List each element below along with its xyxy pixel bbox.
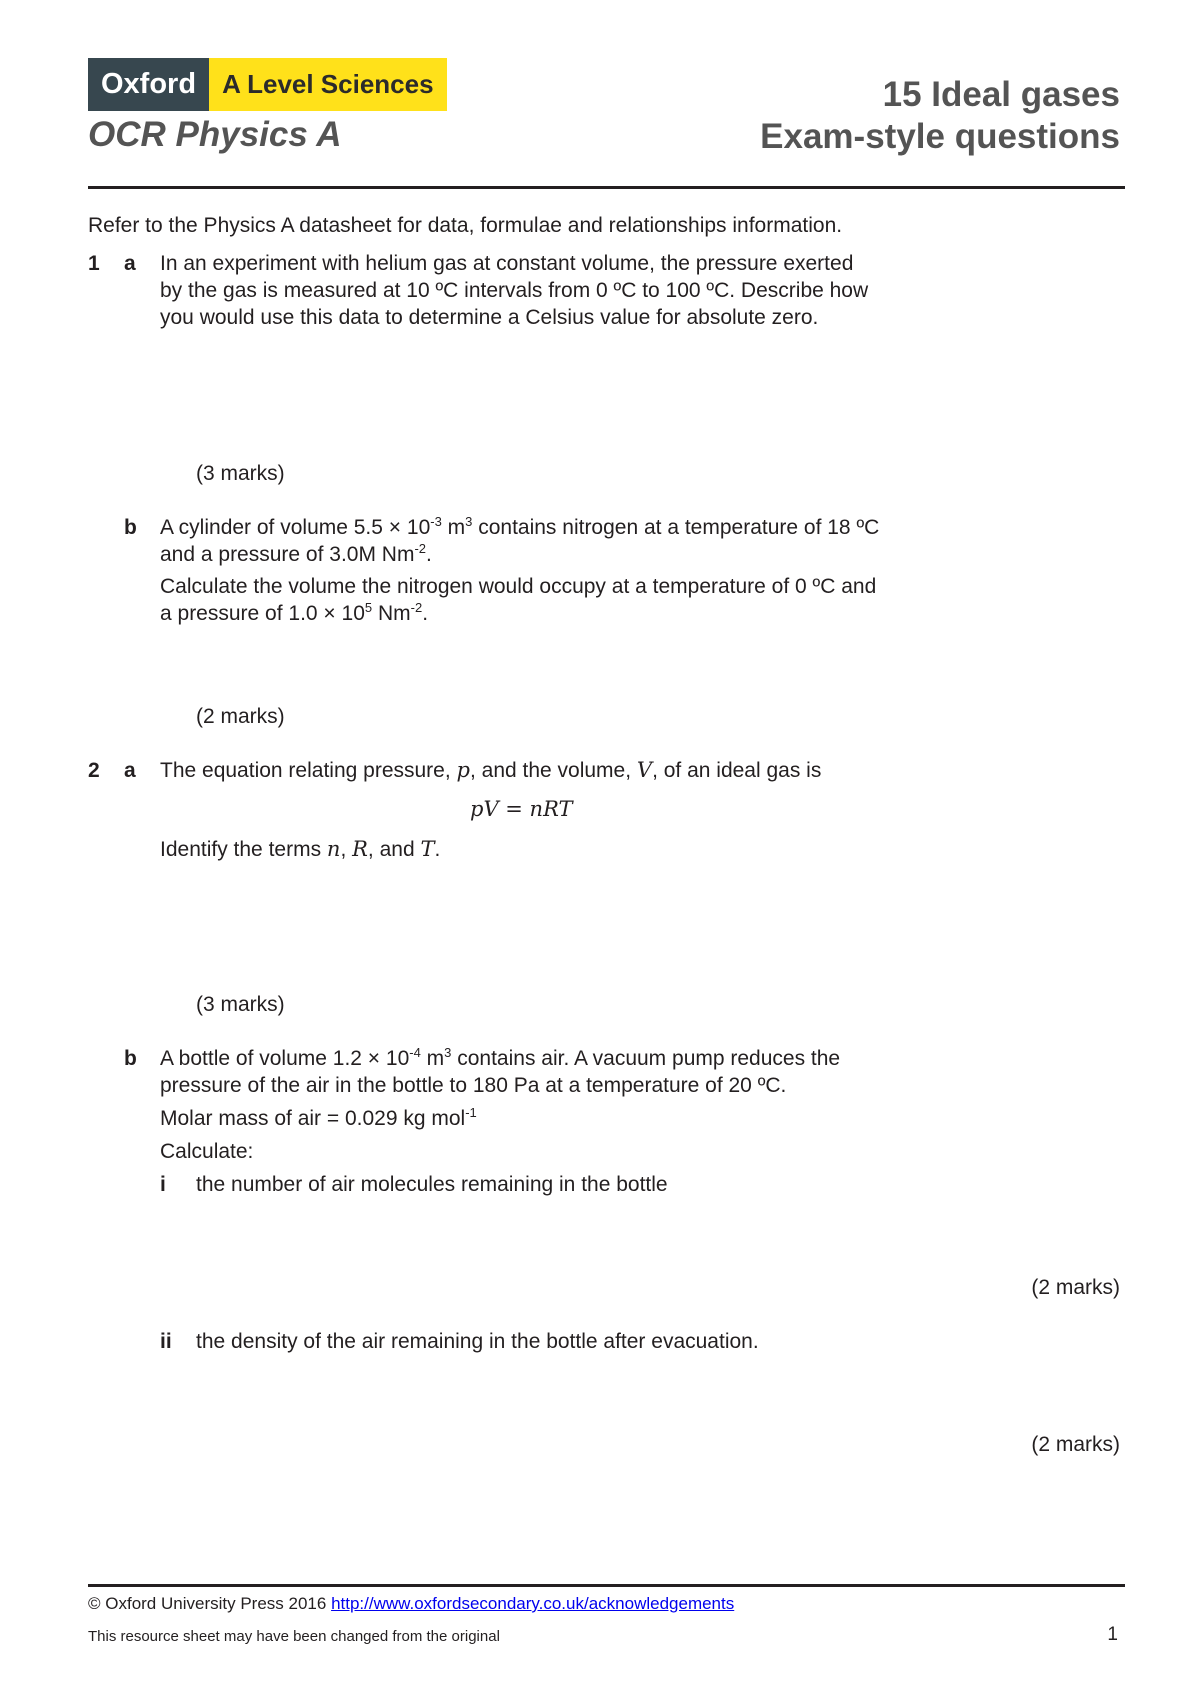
question-2a-line2: Identify the terms n, R, and T. (160, 837, 441, 861)
page-number: 1 (1107, 1624, 1118, 1645)
question-1b-line1: A cylinder of volume $5.5 \times 10^{-3}$ $m^3$ contains nitrogen at a temperature of 18 ºC (160, 514, 880, 539)
question-2b-ii-marks: (2 marks) (1031, 1433, 1120, 1456)
question-1a-line2: by the gas is measured at 10 ºC intervals from 0 ºC to 100 ºC. Describe how (160, 279, 869, 302)
subject-title: OCR Physics A (88, 115, 342, 154)
logo-series: A Level Sciences (209, 58, 447, 111)
question-2b-line4: Calculate: (160, 1140, 254, 1163)
question-1a-letter: a (124, 252, 136, 275)
oxford-logo (88, 58, 447, 111)
footer-rule (88, 1584, 1125, 1587)
question-2a-letter: a (124, 759, 136, 782)
question-2b-ii-text: the density of the air remaining in the bottle after evacuation. (196, 1330, 759, 1353)
question-2b-line2: pressure of the air in the bottle to 180 Pa at a temperature of 20 ºC. (160, 1074, 787, 1097)
question-2-number: 2 (88, 759, 100, 782)
question-1a-line3: you would use this data to determine a Celsius value for absolute zero. (160, 306, 819, 329)
footer-note: This resource sheet may have been changed from the original (88, 1628, 500, 1645)
ideal-gas-equation: pV = nRT (470, 797, 573, 821)
question-1a-line1: In an experiment with helium gas at constant volume, the pressure exerted (160, 252, 854, 275)
question-1b-line4: a pressure of $1.0 \times 10^5$ $Nm^{-2}$. (160, 600, 429, 625)
question-2b-line1: A bottle of volume $1.2 \times 10^{-4}$ $m^3$ contains air. A vacuum pump reduces the (160, 1045, 841, 1070)
logo-brand: Oxford (88, 58, 209, 111)
chapter-title: 15 Ideal gases (882, 75, 1120, 114)
question-1b-letter: b (124, 516, 137, 539)
question-2b-ii-label: ii (160, 1330, 172, 1353)
question-2b-i-text: the number of air molecules remaining in the bottle (196, 1173, 668, 1196)
question-2a-marks: (3 marks) (196, 993, 285, 1016)
question-1-number: 1 (88, 252, 100, 275)
question-2a-line1: The equation relating pressure, p, and the volume, V, of an ideal gas is (160, 758, 822, 782)
question-2b-letter: b (124, 1047, 137, 1070)
question-2b-line3: Molar mass of air = 0.029 kg mol$^{-1}$ (160, 1105, 477, 1130)
intro-text: Refer to the Physics A datasheet for data, formulae and relationships information. (88, 214, 843, 237)
document-type: Exam-style questions (760, 117, 1120, 156)
acknowledgements-link[interactable]: http://www.oxfordsecondary.co.uk/acknowledgements (331, 1594, 735, 1613)
question-2b-i-label: i (160, 1173, 166, 1196)
question-1b-marks: (2 marks) (196, 705, 285, 728)
header-rule (88, 186, 1125, 189)
question-1a-marks: (3 marks) (196, 462, 285, 485)
question-1b-line3: Calculate the volume the nitrogen would occupy at a temperature of 0 ºC and (160, 575, 877, 598)
question-1b-line2: and a pressure of 3.0M $Nm^{-2}$. (160, 541, 432, 566)
question-2b-i-marks: (2 marks) (1031, 1276, 1120, 1299)
footer-copyright: © Oxford University Press 2016 http://www.oxfordsecondary.co.uk/acknowledgements (88, 1594, 735, 1613)
